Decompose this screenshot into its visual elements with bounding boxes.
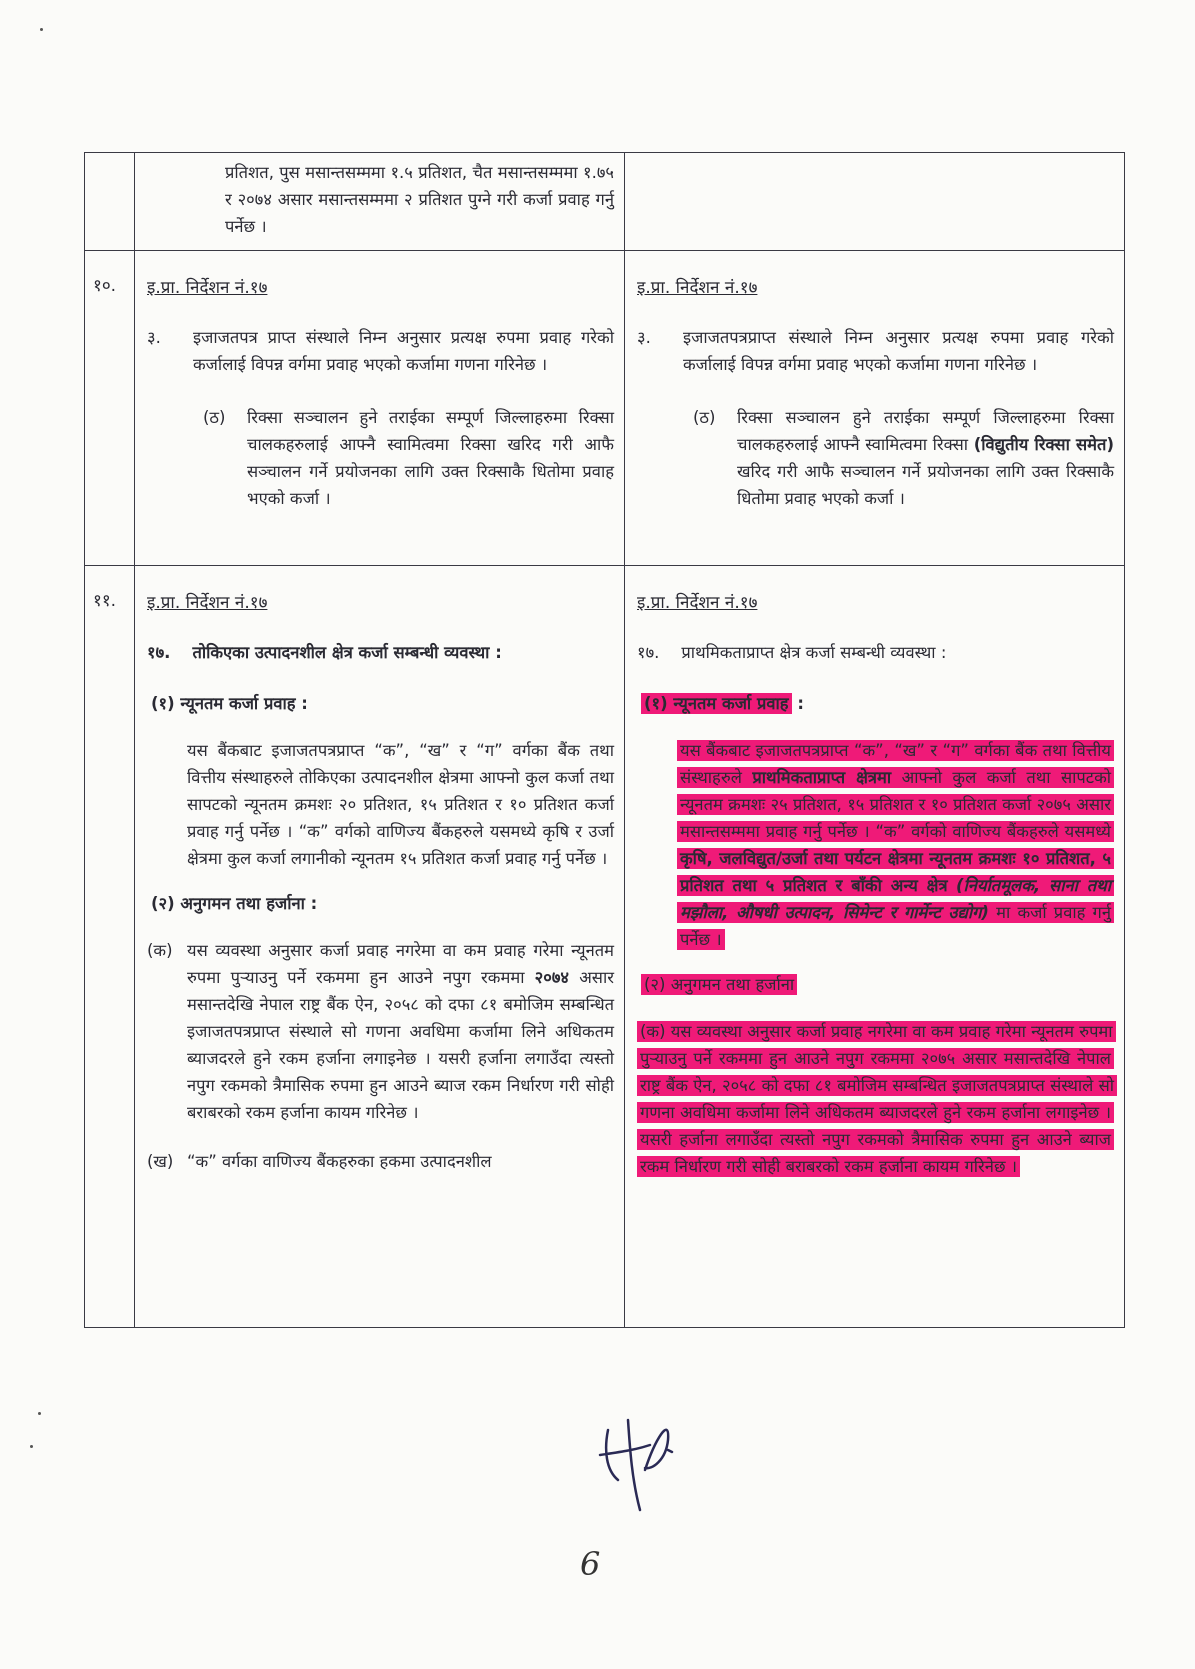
subsection-title: (१) न्यूनतम कर्जा प्रवाह :: [151, 694, 308, 713]
clause-text: “क” वर्गका वाणिज्य बैंकहरुका हकमा उत्पादनशील: [187, 1152, 492, 1171]
right-text: [625, 153, 1124, 169]
right-cell: [625, 251, 1125, 566]
clause-label: (क): [640, 1022, 666, 1041]
left-cell: [135, 251, 625, 566]
left-cell: [135, 153, 625, 251]
directive-reference: इ.प्रा. निर्देशन नं.१७: [637, 278, 758, 298]
row-number: १०.: [85, 251, 135, 566]
section-heading: १७. प्राथमिकताप्राप्त क्षेत्र कर्जा सम्बन्धी व्यवस्था :: [637, 643, 947, 662]
clause-text: यस व्यवस्था अनुसार कर्जा प्रवाह नगरेमा वा कम प्रवाह गरेमा न्यूनतम रुपमा पुऱ्याउनु पर्ने रकममा हुन आउने नपुग रकममा २०७४ असार मसान्तदेखि नेपाल राष्ट्र बैंक ऐन, २०५८ को दफा ८१ बमोजिम सम्बन्धित इजाजतपत्रप्राप्त संस्थाले सो गणना अवधिमा कर्जामा लिने अधिकतम ब्याजदरले हुने रकम हर्जाना लगाइनेछ । यसरी हर्जाना लगाउँदा त्यस्तो नपुग रकमको त्रैमासिक रुपमा हुन आउने ब्याज रकम निर्धारण गरी सोही बराबरको रकम हर्जाना कायम गरिनेछ ।: [187, 941, 614, 1122]
clause-label: (ख): [147, 1152, 174, 1171]
scan-speck: [38, 1412, 41, 1415]
directive-reference: इ.प्रा. निर्देशन नं.१७: [637, 593, 758, 613]
highlighted-text: (१) न्यूनतम कर्जा प्रवाह: [641, 693, 792, 714]
sub-clause-text: रिक्सा सञ्चालन हुने तराईका सम्पूर्ण जिल्लाहरुमा रिक्सा चालकहरुलाई आफ्नै स्वामित्वमा रिक्सा खरिद गरी आफै सञ्चालन गर्ने प्रयोजनका लागि उक्त रिक्साकै धितोमा प्रवाह भएको कर्जा ।: [247, 408, 614, 508]
sub-clause-label: (ठ): [203, 408, 226, 427]
subsection-title: (२) अनुगमन तथा हर्जाना :: [151, 894, 318, 913]
clause: [147, 937, 614, 1126]
clause: [637, 1018, 1114, 1180]
clause-text: इजाजतपत्र प्राप्त संस्थाले निम्न अनुसार प्रत्यक्ष रुपमा प्रवाह गरेको कर्जालाई विपन्न वर्गमा प्रवाह भएको कर्जामा गणना गरिनेछ ।: [193, 328, 614, 374]
subsection-text: [677, 737, 1114, 953]
row-number: [85, 153, 135, 251]
clause-text: इजाजतपत्रप्राप्त संस्थाले निम्न अनुसार प्रत्यक्ष रुपमा प्रवाह गरेको कर्जालाई विपन्न वर्गमा प्रवाह भएको कर्जामा गणना गरिनेछ ।: [683, 328, 1114, 374]
clause-label: ३.: [637, 328, 651, 347]
right-cell: [625, 153, 1125, 251]
clause-label: ३.: [147, 328, 161, 347]
comparison-table: [84, 152, 1125, 1328]
subsection-title: (१) न्यूनतम कर्जा प्रवाह :: [641, 690, 1114, 717]
scan-speck: [30, 1445, 33, 1448]
scan-speck: [40, 28, 43, 31]
table-row: [85, 251, 1125, 566]
subsection-text: यस बैंकबाट इजाजतपत्रप्राप्त “क”, “ख” र “ग” वर्गका बैंक तथा वित्तीय संस्थाहरुले तोकिएका उत्पादनशील क्षेत्रमा आफ्नो कुल कर्जा तथा सापटको न्यूनतम क्रमशः २० प्रतिशत, १५ प्रतिशत र १० प्रतिशत कर्जा प्रवाह गर्नु पर्नेछ । “क” वर्गको वाणिज्य बैंकहरुले यसमध्ये कृषि र उर्जा क्षेत्रमा कुल कर्जा लगानीको न्यूनतम १५ प्रतिशत कर्जा प्रवाह गर्नु पर्नेछ ।: [187, 741, 614, 868]
row-number: ११.: [85, 566, 135, 1328]
highlighted-text: यस बैंकबाट इजाजतपत्रप्राप्त “क”, “ख” र “ग” वर्गका बैंक तथा वित्तीय संस्थाहरुले प्राथमिकताप्राप्त क्षेत्रमा आफ्नो कुल कर्जा तथा सापटको न्यूनतम क्रमशः २५ प्रतिशत, १५ प्रतिशत र १० प्रतिशत कर्जा २०७५ असार मसान्तसम्ममा प्रवाह गर्नु पर्नेछ । “क” वर्गको वाणिज्य बैंकहरुले यसमध्ये कृषि, जलविद्युत/उर्जा तथा पर्यटन क्षेत्रमा न्यूनतम क्रमशः १० प्रतिशत, ५ प्रतिशत तथा ५ प्रतिशत र बाँकी अन्य क्षेत्र (निर्यातमूलक, साना तथा मझौला, औषधी उत्पादन, सिमेन्ट र गार्मेन्ट उद्योग) मा कर्जा प्रवाह गर्नु पर्नेछ ।: [677, 740, 1114, 950]
left-text: प्रतिशत, पुस मसान्तसम्ममा १.५ प्रतिशत, चैत मसान्तसम्ममा १.७५ र २०७४ असार मसान्तसम्ममा २ प्रतिशत पुग्ने गरी कर्जा प्रवाह गर्नु पर्नेछ ।: [225, 163, 614, 236]
clause: [147, 324, 614, 378]
amendment-bold: (विद्युतीय रिक्सा समेत): [973, 435, 1114, 454]
handwritten-signature: [590, 1410, 710, 1520]
directive-reference: इ.प्रा. निर्देशन नं.१७: [147, 593, 268, 613]
clause: [637, 324, 1114, 378]
sub-clause: [693, 404, 1114, 512]
highlighted-text: [637, 1021, 1117, 1177]
highlighted-text: (२) अनुगमन तथा हर्जाना: [641, 974, 797, 995]
left-cell: [135, 566, 625, 1328]
section-heading: १७. तोकिएका उत्पादनशील क्षेत्र कर्जा सम्बन्धी व्यवस्था :: [147, 643, 502, 662]
sub-clause-label: (ठ): [693, 408, 716, 427]
page-number: 6: [580, 1545, 601, 1583]
subsection-title: [641, 971, 1114, 998]
table-row: [85, 153, 1125, 251]
directive-reference: इ.प्रा. निर्देशन नं.१७: [147, 278, 268, 298]
clause: [147, 1148, 614, 1175]
table-row: [85, 566, 1125, 1328]
clause-text: यस व्यवस्था अनुसार कर्जा प्रवाह नगरेमा वा कम प्रवाह गरेमा न्यूनतम रुपमा पुऱ्याउनु पर्ने रकममा हुन आउने नपुग रकममा २०७५ असार मसान्तदेखि नेपाल राष्ट्र बैंक ऐन, २०५८ को दफा ८१ बमोजिम सम्बन्धित इजाजतपत्रप्राप्त संस्थाले सो गणना अवधिमा कर्जामा लिने अधिकतम ब्याजदरले हुने रकम हर्जाना लगाइनेछ । यसरी हर्जाना लगाउँदा त्यस्तो नपुग रकमको त्रैमासिक रुपमा हुन आउने ब्याज रकम निर्धारण गरी सोही बराबरको रकम हर्जाना कायम गरिनेछ ।: [640, 1022, 1115, 1176]
sub-clause-text: रिक्सा सञ्चालन हुने तराईका सम्पूर्ण जिल्लाहरुमा रिक्सा चालकहरुलाई आफ्नै स्वामित्वमा रिक्सा (विद्युतीय रिक्सा समेत) खरिद गरी आफै सञ्चालन गर्ने प्रयोजनका लागि उक्त रिक्साकै धितोमा प्रवाह भएको कर्जा ।: [737, 408, 1114, 508]
right-cell: [625, 566, 1125, 1328]
clause-label: (क): [147, 941, 173, 960]
sub-clause: [203, 404, 614, 512]
